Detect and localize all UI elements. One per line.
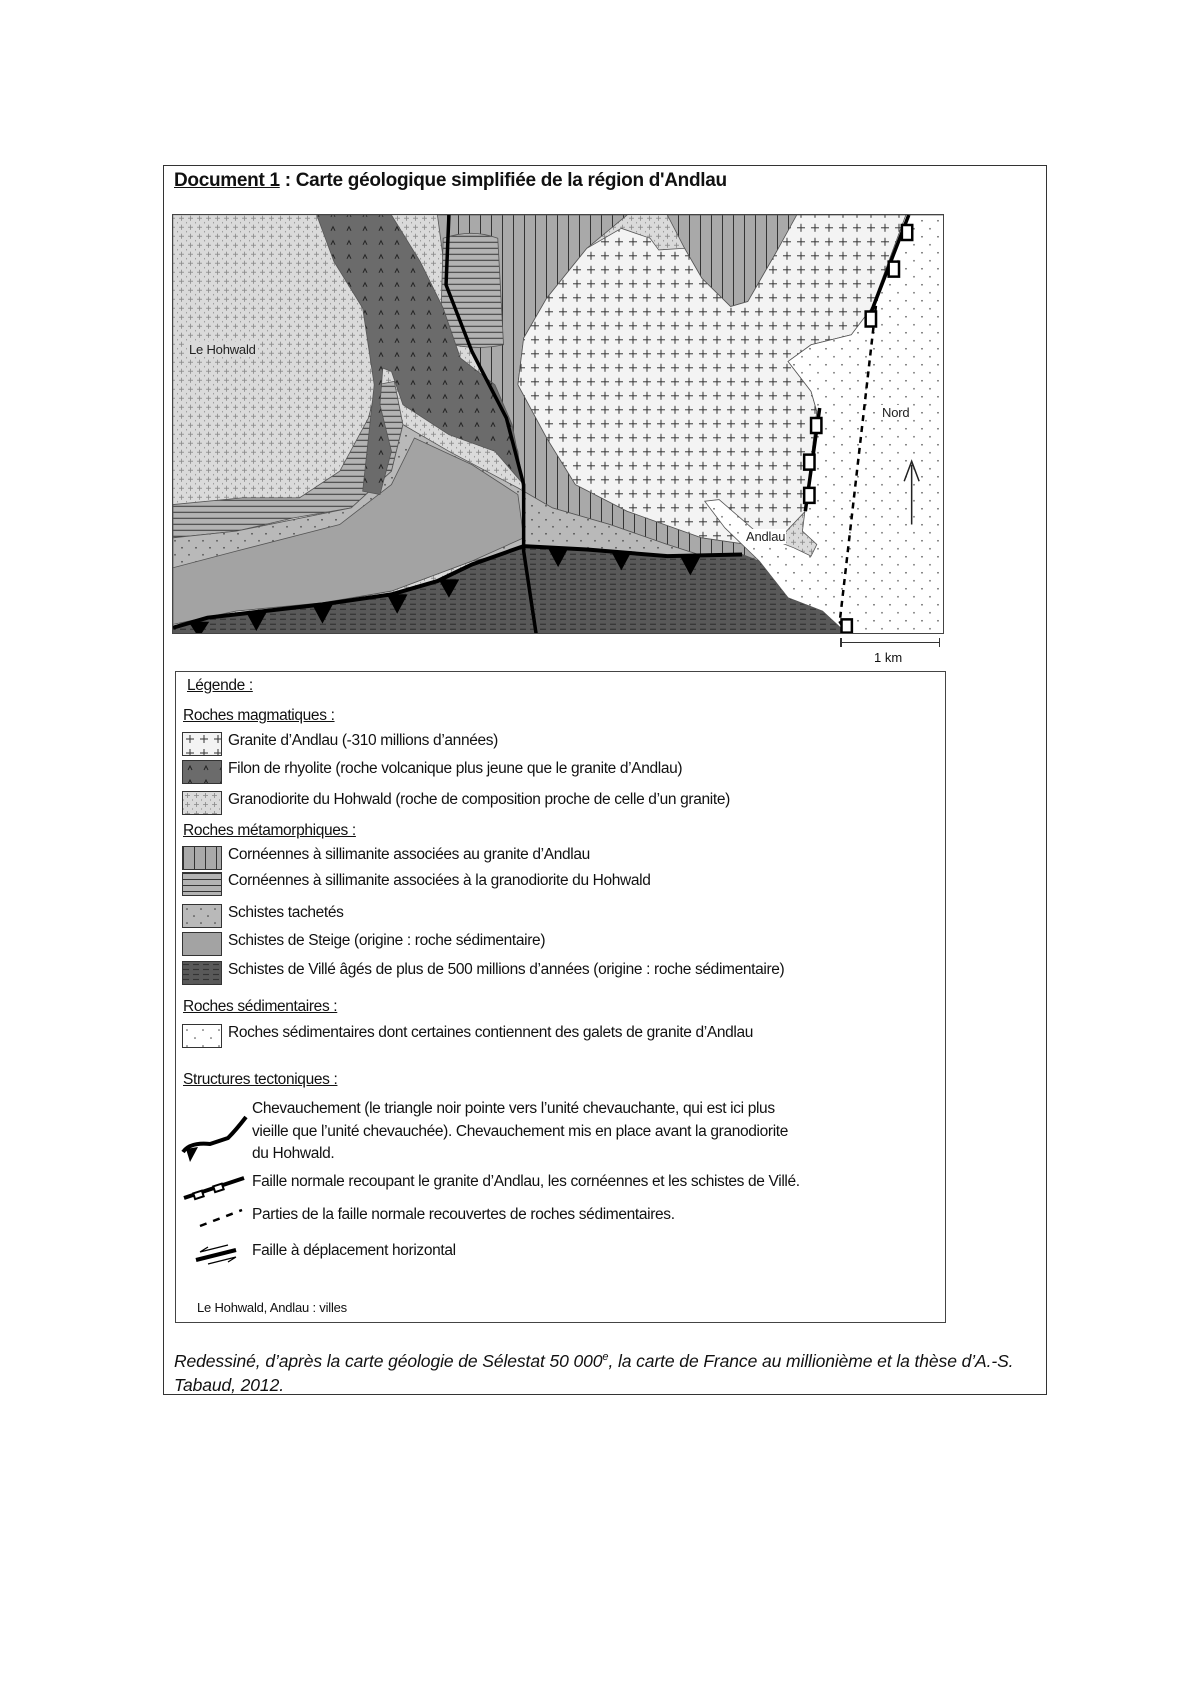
- document-title-text: : Carte géologique simplifiée de la région d'Andlau: [279, 170, 727, 191]
- schistes-steige-swatch: [182, 932, 222, 956]
- map-drawing: [173, 215, 944, 634]
- legend-heading: Légende :: [187, 677, 253, 694]
- legend-box: [175, 671, 946, 1323]
- document-number: Document 1: [174, 170, 280, 191]
- legend-item-thrust-line2: vieille que l’unité chevauchée). Chevauchement mis en place avant la granodiorite: [252, 1123, 789, 1140]
- document-title: [174, 170, 727, 192]
- section-metamorphic-title: Roches métamorphiques :: [183, 822, 356, 839]
- caption-text-1: Redessiné, d’après la carte géologie de Sélestat 50 000: [174, 1350, 603, 1371]
- legend-item-strike-slip-fault: Faille à déplacement horizontal: [252, 1242, 456, 1259]
- legend-item-sediments: Roches sédimentaires dont certaines contiennent des galets de granite d’Andlau: [228, 1024, 754, 1041]
- granite-swatch: [182, 732, 222, 756]
- corneennes-horizontal-swatch: [182, 872, 222, 896]
- caption-text-2: , la carte de France au millionième et la thèse d’A.-S. Tabaud, 2012.: [174, 1350, 1014, 1395]
- legend-item-schistes-steige: Schistes de Steige (origine : roche sédimentaire): [228, 932, 546, 949]
- map-label-north: Nord: [882, 405, 910, 420]
- legend-item-thrust-line3: du Hohwald.: [252, 1145, 335, 1162]
- corneennes-vertical-swatch: [182, 846, 222, 870]
- source-caption: [174, 1345, 1044, 1397]
- normal-fault-icon: [180, 1172, 250, 1204]
- section-sedimentary-title: Roches sédimentaires :: [183, 998, 338, 1015]
- thrust-fault-icon: [180, 1112, 250, 1162]
- scale-label: 1 km: [874, 650, 903, 665]
- legend-item-corneennes-granodiorite: Cornéennes à sillimanite associées à la granodiorite du Hohwald: [228, 872, 651, 889]
- legend-item-rhyolite: Filon de rhyolite (roche volcanique plus jeune que le granite d’Andlau): [228, 760, 683, 777]
- legend-item-granodiorite: Granodiorite du Hohwald (roche de composition proche de celle d’un granite): [228, 791, 730, 808]
- legend-item-schistes-ville: Schistes de Villé âgés de plus de 500 millions d’années (origine : roche sédimentaire): [228, 961, 785, 978]
- legend-item-thrust-line1: Chevauchement (le triangle noir pointe vers l’unité chevauchante, qui est ici plus: [252, 1100, 775, 1117]
- section-tectonic-title: Structures tectoniques :: [183, 1071, 338, 1088]
- legend-item-schistes-tachetes: Schistes tachetés: [228, 904, 344, 921]
- geological-map: [172, 214, 944, 634]
- granodiorite-swatch: [182, 791, 222, 815]
- map-label-le-hohwald: Le Hohwald: [189, 342, 256, 357]
- schistes-tachetes-swatch: [182, 904, 222, 928]
- legend-cities-note: Le Hohwald, Andlau : villes: [197, 1300, 347, 1315]
- legend-item-corneennes-granite: Cornéennes à sillimanite associées au granite d’Andlau: [228, 846, 590, 863]
- sediments-swatch: [182, 1024, 222, 1048]
- rhyolite-swatch: [182, 760, 222, 784]
- schistes-ville-swatch: [182, 961, 222, 985]
- legend-item-granite: Granite d’Andlau (-310 millions d’années): [228, 732, 498, 749]
- legend-item-covered-fault: Parties de la faille normale recouvertes de roches sédimentaires.: [252, 1206, 675, 1223]
- legend-item-normal-fault: Faille normale recoupant le granite d’Andlau, les cornéennes et les schistes de Villé.: [252, 1173, 800, 1190]
- caption-superscript: e: [602, 1351, 609, 1363]
- strike-slip-fault-icon: [180, 1242, 250, 1266]
- scale-bar: [840, 642, 940, 649]
- map-label-andlau: Andlau: [746, 529, 786, 544]
- section-magmatic-title: Roches magmatiques :: [183, 707, 335, 724]
- dashed-fault-icon: [180, 1206, 250, 1230]
